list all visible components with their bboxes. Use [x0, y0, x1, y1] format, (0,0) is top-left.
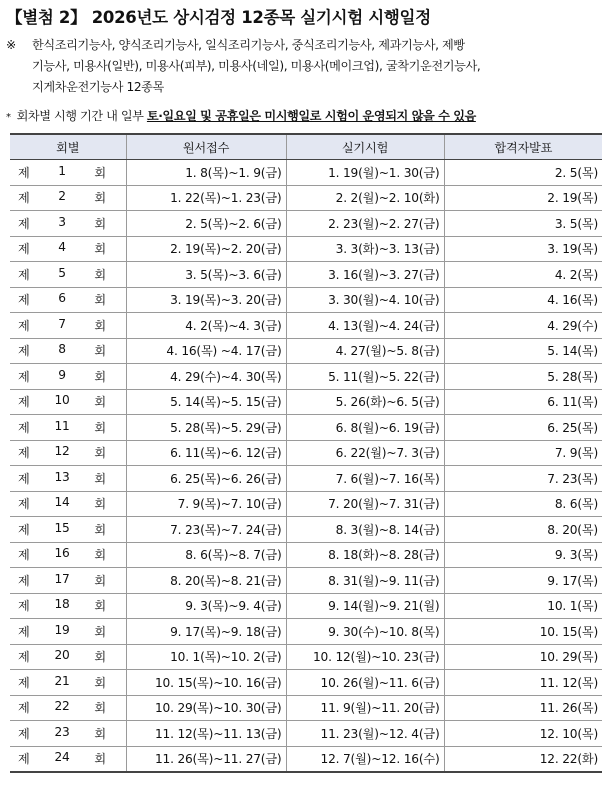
- result-date-cell: 4. 29(수): [444, 313, 602, 339]
- application-period-cell: 10. 15(목)~10. 16(금): [126, 670, 286, 696]
- round-number: 5: [58, 265, 66, 280]
- note-text-1: 한식조리기능사, 양식조리기능사, 일식조리기능사, 중식조리기능사, 제과기능사, 제빵: [32, 38, 465, 52]
- round-prefix: 제: [18, 267, 30, 282]
- round-prefix: 제: [18, 471, 30, 486]
- exam-period-cell: 8. 18(화)~8. 28(금): [286, 542, 444, 568]
- table-row: [10, 517, 602, 543]
- application-period-cell: 8. 6(목)~8. 7(금): [126, 542, 286, 568]
- result-date-cell: 4. 2(목): [444, 262, 602, 288]
- round-prefix: 제: [18, 650, 30, 665]
- application-period-cell: 3. 5(목)~3. 6(금): [126, 262, 286, 288]
- result-date-cell: 2. 19(목): [444, 185, 602, 211]
- table-row: [10, 262, 602, 288]
- round-cell: [10, 236, 126, 262]
- result-date-cell: 7. 9(목): [444, 440, 602, 466]
- round-cell: [10, 670, 126, 696]
- round-cell: [10, 542, 126, 568]
- round-suffix: 회: [94, 293, 106, 308]
- table-row: [10, 211, 602, 237]
- round-cell: [10, 364, 126, 390]
- round-prefix: 제: [18, 573, 30, 588]
- exam-period-cell: 10. 26(월)~11. 6(금): [286, 670, 444, 696]
- result-date-cell: 10. 29(목): [444, 644, 602, 670]
- application-period-cell: 4. 2(목)~4. 3(금): [126, 313, 286, 339]
- result-date-cell: 2. 5(목): [444, 160, 602, 186]
- warning-text: 회차별 시행 기간 내 일부: [16, 109, 147, 123]
- application-period-cell: 7. 23(목)~7. 24(금): [126, 517, 286, 543]
- round-prefix: 제: [18, 675, 30, 690]
- round-number: 2: [58, 189, 66, 204]
- note-line-3: 지게차운전기능사 12종목: [32, 80, 164, 94]
- round-cell: [10, 517, 126, 543]
- table-header-row: [10, 134, 602, 160]
- round-number: 20: [54, 648, 70, 663]
- table-row: [10, 670, 602, 696]
- application-period-cell: 6. 25(목)~6. 26(금): [126, 466, 286, 492]
- round-prefix: 제: [18, 191, 30, 206]
- target-subjects-note: [6, 35, 606, 98]
- application-period-cell: 5. 28(목)~5. 29(금): [126, 415, 286, 441]
- result-date-cell: 7. 23(목): [444, 466, 602, 492]
- round-suffix: 회: [94, 267, 106, 282]
- round-number: 14: [54, 495, 70, 510]
- round-prefix: 제: [18, 242, 30, 257]
- round-number: 24: [54, 750, 70, 765]
- application-period-cell: 11. 12(목)~11. 13(금): [126, 721, 286, 747]
- application-period-cell: 10. 29(목)~10. 30(금): [126, 695, 286, 721]
- application-period-cell: 10. 1(목)~10. 2(금): [126, 644, 286, 670]
- table-row: [10, 644, 602, 670]
- round-prefix: 제: [18, 522, 30, 537]
- exam-period-cell: 7. 6(월)~7. 16(목): [286, 466, 444, 492]
- round-cell: [10, 440, 126, 466]
- round-number: 7: [58, 316, 66, 331]
- exam-period-cell: 4. 27(월)~5. 8(금): [286, 338, 444, 364]
- round-number: 12: [54, 444, 70, 459]
- result-date-cell: 6. 25(목): [444, 415, 602, 441]
- round-prefix: 제: [18, 726, 30, 741]
- round-prefix: 제: [18, 293, 30, 308]
- round-number: 9: [58, 367, 66, 382]
- exam-period-cell: 3. 3(화)~3. 13(금): [286, 236, 444, 262]
- result-date-cell: 4. 16(목): [444, 287, 602, 313]
- round-cell: [10, 746, 126, 772]
- round-cell: [10, 160, 126, 186]
- round-number: 16: [54, 546, 70, 561]
- round-suffix: 회: [94, 497, 106, 512]
- result-date-cell: 11. 26(목): [444, 695, 602, 721]
- table-row: [10, 287, 602, 313]
- table-row: [10, 160, 602, 186]
- round-number: 3: [58, 214, 66, 229]
- round-suffix: 회: [94, 165, 106, 180]
- round-prefix: 제: [18, 548, 30, 563]
- round-prefix: 제: [18, 369, 30, 384]
- round-prefix: 제: [18, 752, 30, 767]
- round-suffix: 회: [94, 395, 106, 410]
- application-period-cell: 9. 17(목)~9. 18(금): [126, 619, 286, 645]
- table-row: [10, 695, 602, 721]
- round-number: 19: [54, 622, 70, 637]
- application-period-cell: 1. 8(목)~1. 9(금): [126, 160, 286, 186]
- exam-period-cell: 4. 13(월)~4. 24(금): [286, 313, 444, 339]
- round-suffix: 회: [94, 216, 106, 231]
- round-number: 8: [58, 342, 66, 357]
- result-date-cell: 12. 10(목): [444, 721, 602, 747]
- schedule-warning: [6, 107, 476, 124]
- result-date-cell: 11. 12(목): [444, 670, 602, 696]
- exam-period-cell: 9. 30(수)~10. 8(목): [286, 619, 444, 645]
- table-row: [10, 415, 602, 441]
- exam-period-cell: 3. 16(월)~3. 27(금): [286, 262, 444, 288]
- result-date-cell: 10. 15(목): [444, 619, 602, 645]
- round-suffix: 회: [94, 446, 106, 461]
- round-cell: [10, 211, 126, 237]
- round-number: 1: [58, 163, 66, 178]
- header-result-announcement: 합격자발표: [444, 134, 602, 160]
- round-suffix: 회: [94, 701, 106, 716]
- application-period-cell: 5. 14(목)~5. 15(금): [126, 389, 286, 415]
- round-cell: [10, 695, 126, 721]
- table-row: [10, 746, 602, 772]
- table-row: [10, 440, 602, 466]
- exam-period-cell: 12. 7(월)~12. 16(수): [286, 746, 444, 772]
- result-date-cell: 10. 1(목): [444, 593, 602, 619]
- round-cell: [10, 262, 126, 288]
- round-cell: [10, 389, 126, 415]
- round-suffix: 회: [94, 726, 106, 741]
- result-date-cell: 3. 19(목): [444, 236, 602, 262]
- round-number: 6: [58, 291, 66, 306]
- result-date-cell: 6. 11(목): [444, 389, 602, 415]
- document-title: 【별첨 2】 2026년도 상시검정 12종목 실기시험 시행일정: [6, 8, 431, 27]
- round-cell: [10, 466, 126, 492]
- round-suffix: 회: [94, 318, 106, 333]
- round-prefix: 제: [18, 420, 30, 435]
- table-row: [10, 619, 602, 645]
- application-period-cell: 8. 20(목)~8. 21(금): [126, 568, 286, 594]
- application-period-cell: 6. 11(목)~6. 12(금): [126, 440, 286, 466]
- round-number: 17: [54, 571, 70, 586]
- header-application: 원서접수: [126, 134, 286, 160]
- exam-period-cell: 6. 22(월)~7. 3(금): [286, 440, 444, 466]
- exam-period-cell: 11. 9(월)~11. 20(금): [286, 695, 444, 721]
- round-suffix: 회: [94, 522, 106, 537]
- result-date-cell: 12. 22(화): [444, 746, 602, 772]
- round-suffix: 회: [94, 752, 106, 767]
- round-suffix: 회: [94, 650, 106, 665]
- round-prefix: 제: [18, 344, 30, 359]
- application-period-cell: 11. 26(목)~11. 27(금): [126, 746, 286, 772]
- result-date-cell: 8. 6(목): [444, 491, 602, 517]
- application-period-cell: 1. 22(목)~1. 23(금): [126, 185, 286, 211]
- application-period-cell: 3. 19(목)~3. 20(금): [126, 287, 286, 313]
- round-suffix: 회: [94, 599, 106, 614]
- application-period-cell: 2. 5(목)~2. 6(금): [126, 211, 286, 237]
- round-number: 23: [54, 724, 70, 739]
- round-suffix: 회: [94, 471, 106, 486]
- result-date-cell: 8. 20(목): [444, 517, 602, 543]
- exam-period-cell: 11. 23(월)~12. 4(금): [286, 721, 444, 747]
- round-cell: [10, 568, 126, 594]
- table-row: [10, 593, 602, 619]
- application-period-cell: 4. 16(목) ~4. 17(금): [126, 338, 286, 364]
- round-prefix: 제: [18, 701, 30, 716]
- exam-period-cell: 2. 2(월)~2. 10(화): [286, 185, 444, 211]
- result-date-cell: 5. 14(목): [444, 338, 602, 364]
- exam-period-cell: 6. 8(월)~6. 19(금): [286, 415, 444, 441]
- warning-emphasis: 토·일요일 및 공휴일은 미시행일로 시험이 운영되지 않을 수 있음: [146, 109, 476, 123]
- round-suffix: 회: [94, 191, 106, 206]
- round-prefix: 제: [18, 395, 30, 410]
- exam-period-cell: 7. 20(월)~7. 31(금): [286, 491, 444, 517]
- round-cell: [10, 644, 126, 670]
- round-suffix: 회: [94, 548, 106, 563]
- table-row: [10, 338, 602, 364]
- header-practical-exam: 실기시험: [286, 134, 444, 160]
- round-cell: [10, 491, 126, 517]
- round-number: 22: [54, 699, 70, 714]
- round-suffix: 회: [94, 573, 106, 588]
- exam-period-cell: 5. 26(화)~6. 5(금): [286, 389, 444, 415]
- exam-schedule-table: [10, 133, 602, 773]
- round-cell: [10, 338, 126, 364]
- round-cell: [10, 185, 126, 211]
- round-suffix: 회: [94, 624, 106, 639]
- table-row: [10, 466, 602, 492]
- result-date-cell: 3. 5(목): [444, 211, 602, 237]
- round-prefix: 제: [18, 216, 30, 231]
- round-prefix: 제: [18, 497, 30, 512]
- application-period-cell: 9. 3(목)~9. 4(금): [126, 593, 286, 619]
- result-date-cell: 5. 28(목): [444, 364, 602, 390]
- warning-star: *: [6, 112, 11, 123]
- round-cell: [10, 415, 126, 441]
- round-number: 4: [58, 240, 66, 255]
- table-body: [10, 160, 602, 773]
- table-row: [10, 313, 602, 339]
- round-cell: [10, 287, 126, 313]
- exam-period-cell: 9. 14(월)~9. 21(월): [286, 593, 444, 619]
- round-suffix: 회: [94, 675, 106, 690]
- exam-period-cell: 2. 23(월)~2. 27(금): [286, 211, 444, 237]
- exam-period-cell: 5. 11(월)~5. 22(금): [286, 364, 444, 390]
- application-period-cell: 7. 9(목)~7. 10(금): [126, 491, 286, 517]
- exam-period-cell: 3. 30(월)~4. 10(금): [286, 287, 444, 313]
- round-cell: [10, 593, 126, 619]
- application-period-cell: 2. 19(목)~2. 20(금): [126, 236, 286, 262]
- header-round: 회별: [10, 134, 126, 160]
- application-period-cell: 4. 29(수)~4. 30(목): [126, 364, 286, 390]
- table-row: [10, 236, 602, 262]
- round-number: 10: [54, 393, 70, 408]
- exam-period-cell: 8. 31(월)~9. 11(금): [286, 568, 444, 594]
- round-suffix: 회: [94, 369, 106, 384]
- round-prefix: 제: [18, 599, 30, 614]
- round-cell: [10, 721, 126, 747]
- exam-period-cell: 10. 12(월)~10. 23(금): [286, 644, 444, 670]
- result-date-cell: 9. 3(목): [444, 542, 602, 568]
- exam-period-cell: 1. 19(월)~1. 30(금): [286, 160, 444, 186]
- round-prefix: 제: [18, 446, 30, 461]
- round-cell: [10, 619, 126, 645]
- table-row: [10, 364, 602, 390]
- round-cell: [10, 313, 126, 339]
- round-number: 15: [54, 520, 70, 535]
- table-row: [10, 721, 602, 747]
- exam-period-cell: 8. 3(월)~8. 14(금): [286, 517, 444, 543]
- round-prefix: 제: [18, 624, 30, 639]
- note-line-1: [6, 35, 606, 56]
- table-row: [10, 542, 602, 568]
- round-suffix: 회: [94, 242, 106, 257]
- note-mark: ※: [6, 38, 16, 52]
- table-row: [10, 491, 602, 517]
- round-number: 18: [54, 597, 70, 612]
- table-row: [10, 185, 602, 211]
- round-number: 11: [54, 418, 70, 433]
- table-row: [10, 389, 602, 415]
- note-line-2: 기능사, 미용사(일반), 미용사(피부), 미용사(네일), 미용사(메이크업), 굴착기운전기능사,: [32, 59, 481, 73]
- table-row: [10, 568, 602, 594]
- round-prefix: 제: [18, 318, 30, 333]
- round-number: 21: [54, 673, 70, 688]
- round-suffix: 회: [94, 420, 106, 435]
- round-prefix: 제: [18, 165, 30, 180]
- result-date-cell: 9. 17(목): [444, 568, 602, 594]
- round-number: 13: [54, 469, 70, 484]
- round-suffix: 회: [94, 344, 106, 359]
